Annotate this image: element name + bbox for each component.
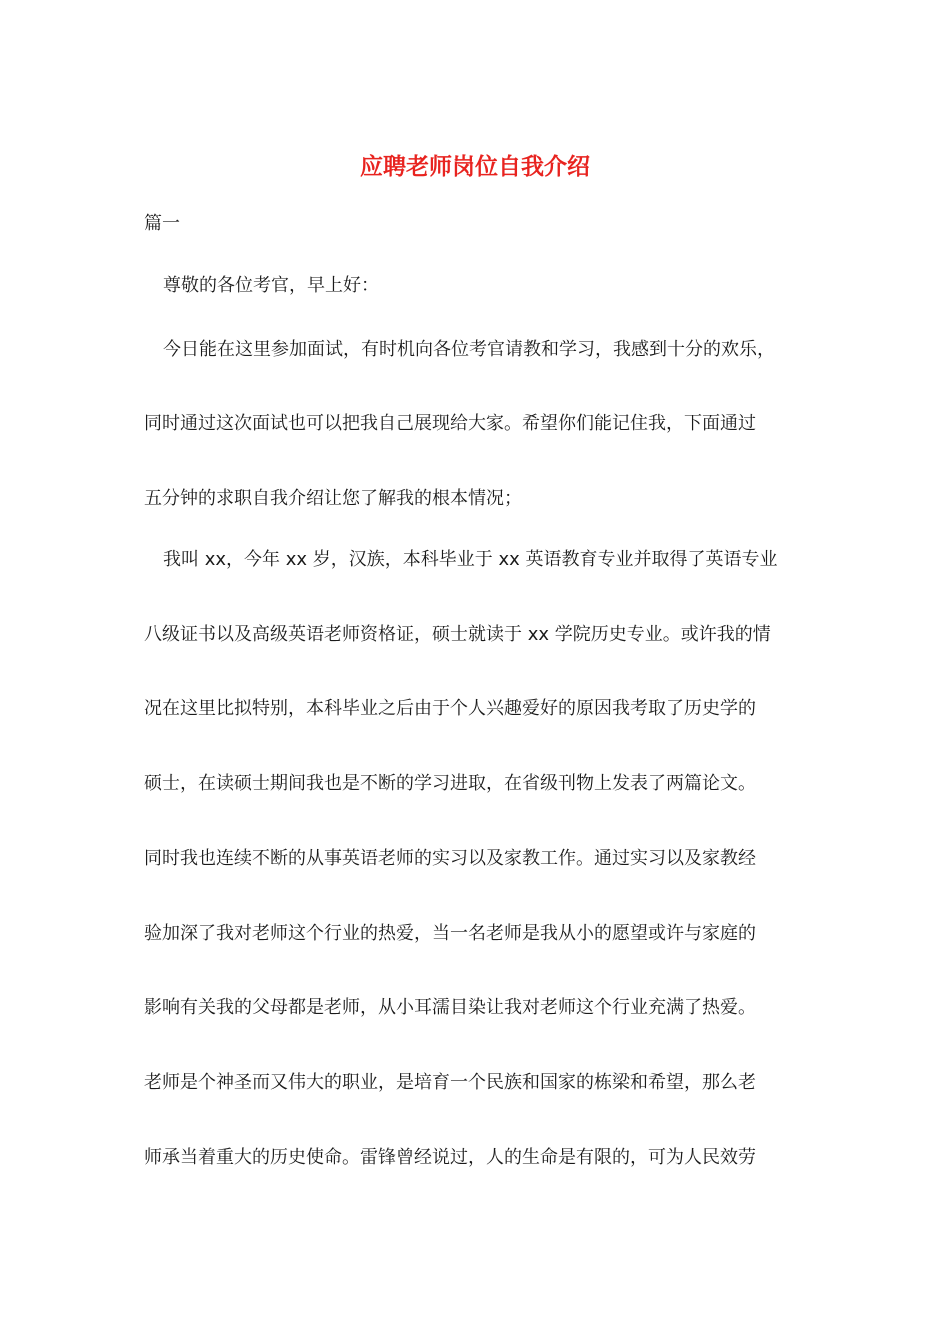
paragraph-line: 影响有关我的父母都是老师，从小耳濡目染让我对老师这个行业充满了热爱。 — [144, 997, 756, 1018]
paragraph-line: 八级证书以及高级英语老师资格证，硕士就读于 xx 学院历史专业。或许我的情 — [144, 624, 771, 645]
paragraph-line: 同时通过这次面试也可以把我自己展现给大家。希望你们能记住我，下面通过 — [144, 413, 756, 434]
paragraph-line: 老师是个神圣而又伟大的职业，是培育一个民族和国家的栋梁和希望，那么老 — [144, 1072, 756, 1093]
greeting-line: 尊敬的各位考官，早上好： — [163, 275, 379, 296]
paragraph-line: 况在这里比拟特别，本科毕业之后由于个人兴趣爱好的原因我考取了历史学的 — [144, 698, 756, 719]
paragraph-line: 今日能在这里参加面试，有时机向各位考官请教和学习，我感到十分的欢乐， — [163, 339, 775, 360]
document-title: 应聘老师岗位自我介绍 — [360, 153, 590, 180]
paragraph-line: 硕士，在读硕士期间我也是不断的学习进取，在省级刊物上发表了两篇论文。 — [144, 773, 756, 794]
paragraph-line: 五分钟的求职自我介绍让您了解我的根本情况； — [144, 488, 522, 509]
paragraph-line: 师承当着重大的历史使命。雷锋曾经说过，人的生命是有限的，可为人民效劳 — [144, 1147, 756, 1168]
paragraph-line: 验加深了我对老师这个行业的热爱，当一名老师是我从小的愿望或许与家庭的 — [144, 923, 756, 944]
paragraph-line: 同时我也连续不断的从事英语老师的实习以及家教工作。通过实习以及家教经 — [144, 848, 756, 869]
paragraph-line: 我叫 xx，今年 xx 岁，汉族，本科毕业于 xx 英语教育专业并取得了英语专业 — [163, 549, 778, 570]
section-label: 篇一 — [144, 213, 180, 234]
